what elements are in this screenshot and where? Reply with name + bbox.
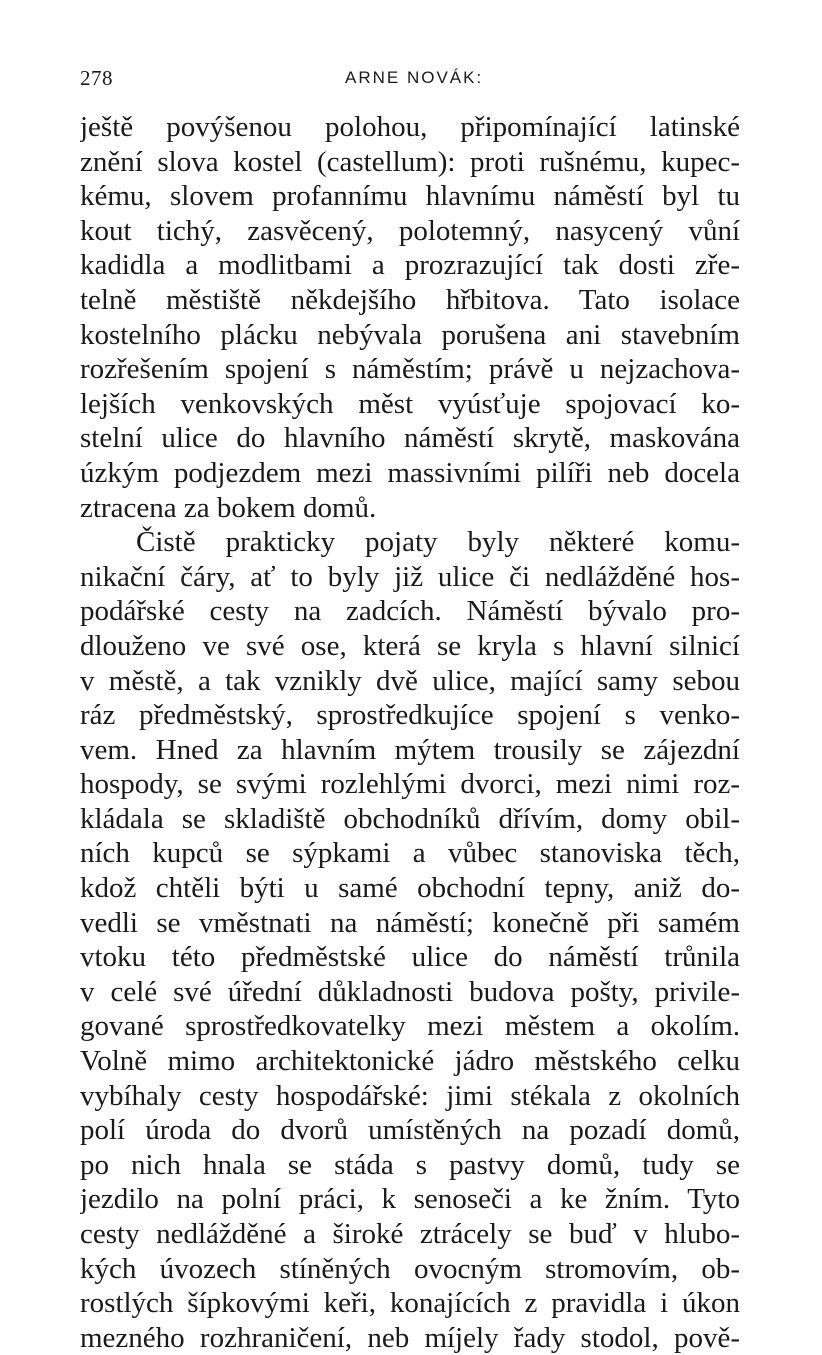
running-head: ARNE NOVÁK: (345, 68, 484, 87)
text-line: cesty nedlážděné a široké ztrácely se buď v hlubo- (80, 1218, 740, 1250)
text-line: ještě povýšenou polohou, připomínající latinské (80, 111, 740, 143)
text-line: kdož chtěli býti u samé obchodní tepny, aniž do- (80, 872, 740, 905)
text-line: dlouženo ve své ose, která se kryla s hlavní silnicí (80, 629, 740, 662)
text-line: po nich hnala se stáda s pastvy domů, tudy se (80, 1148, 740, 1181)
text-line: kládala se skladiště obchodníků dřívím, domy obil- (80, 802, 740, 835)
text-line: Volně mimo architektonické jádro městského celku (80, 1045, 740, 1078)
body-text (80, 110, 740, 1355)
text-line: ráz předměstský, sprostředkujíce spojení s venko- (80, 699, 740, 732)
text-line: vybíhaly cesty hospodářské: jimi stékala z okolních (80, 1079, 740, 1112)
text-line: mezného rozhraničení, neb míjely řady stodol, pově- (80, 1321, 740, 1354)
text-line: kadidla a modlitbami a prozrazující tak dosti zře- (80, 249, 740, 282)
text-line: kout tichý, zasvěcený, polotemný, nasycený vůní (80, 214, 740, 247)
text-line: gované sprostředkovatelky mezi městem a okolím. (80, 1010, 740, 1043)
text-line: vem. Hned za hlavním mýtem trousily se zájezdní (80, 733, 740, 766)
text-line: rozřešením spojení s náměstím; právě u nejzachova- (80, 353, 740, 386)
text-line: ztracena za bokem domů. (80, 491, 377, 524)
text-line: lejších venkovských měst vyúsťuje spojovací ko- (80, 387, 740, 420)
page-header (80, 66, 740, 96)
text-line: jezdilo na polní práci, k senoseči a ke žním. Tyto (80, 1183, 740, 1216)
text-line: vedli se vměstnati na náměstí; konečně při samém (80, 906, 740, 939)
text-line: v celé své úřední důkladnosti budova pošty, privile- (80, 975, 740, 1008)
page-number: 278 (80, 66, 113, 90)
text-line: polí úroda do dvorů umístěných na pozadí domů, (80, 1114, 740, 1147)
text-line: v městě, a tak vznikly dvě ulice, mající samy sebou (80, 664, 740, 697)
text-line: vtoku této předměstské ulice do náměstí trůnila (80, 941, 740, 974)
text-line: kých úvozech stíněných ovocným stromovím, ob- (80, 1252, 740, 1285)
text-line: podářské cesty na zadcích. Náměstí bývalo pro- (80, 595, 740, 628)
text-line: kému, slovem profannímu hlavnímu náměstí byl tu (80, 180, 740, 213)
text-line: ních kupců se sýpkami a vůbec stanoviska těch, (80, 837, 740, 870)
text-line: Čistě prakticky pojaty byly některé komu- (136, 526, 740, 559)
text-line: hospody, se svými rozlehlými dvorci, mezi nimi roz- (80, 768, 740, 801)
text-line: rostlých šípkovými keři, konajících z pravidla i úkon (80, 1287, 740, 1320)
text-line: telně městiště někdejšího hřbitova. Tato isolace (80, 283, 740, 316)
text-line: stelní ulice do hlavního náměstí skrytě, maskována (80, 422, 740, 455)
text-line: kostelního plácku nebývala porušena ani stavebním (80, 318, 740, 351)
text-line: úzkým podjezdem mezi massivními pilíři neb docela (80, 456, 740, 489)
text-line: znění slova kostel (castellum): proti rušnému, kupec- (80, 145, 740, 178)
text-line: nikační čáry, ať to byly již ulice či nedlážděné hos- (80, 560, 740, 593)
